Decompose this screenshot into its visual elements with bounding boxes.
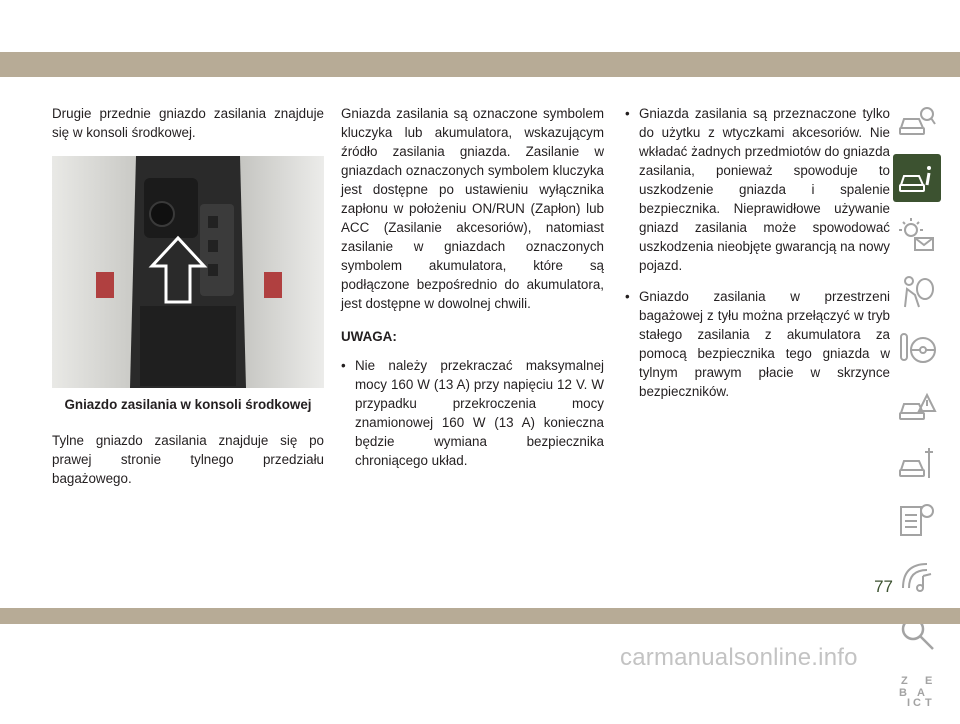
tab-car-search[interactable] xyxy=(893,97,941,145)
tab-emergency[interactable] xyxy=(893,382,941,430)
svg-text:E: E xyxy=(925,675,933,687)
specifications-gear-icon xyxy=(897,501,937,539)
footer-band xyxy=(0,608,960,624)
car-info-icon xyxy=(897,159,937,197)
chapter-tab-sidebar xyxy=(893,97,941,724)
column-left xyxy=(52,104,324,502)
bullet-item: • Gniazdo zasilania w przestrzeni bagażowej z tyłu można przełączyć w tryb stałego zasilania z akumulatora za pomocą bezpiecznika tego gniazda w tylnym prawym płacie w skrzynce bezpieczników. xyxy=(625,287,890,401)
tab-starting-operating[interactable] xyxy=(893,325,941,373)
figure-caption: Gniazdo zasilania w konsoli środkowej xyxy=(64,397,312,412)
note-bullet-item: • Nie należy przekraczać maksymalnej mocy 160 W (13 A) przy napięciu 12 V. W przypadku przekroczenia mocy znamionowej 160 W (13 A) konieczna będzie wymiana bezpiecznika chroniącego układ. xyxy=(341,356,604,470)
svg-text:C: C xyxy=(913,697,921,709)
car-search-icon xyxy=(897,102,937,140)
tab-index[interactable] xyxy=(893,667,941,715)
note-list xyxy=(341,356,604,470)
warning-light-message-icon xyxy=(897,216,937,254)
power-outlet-symbols-paragraph: Gniazda zasilania są oznaczone symbolem kluczyka lub akumulatora, wskazującym źródło zasilania gniazda. Zasilanie w gniazdach oznaczonych symbolem kluczyka jest dostępne po ustawieniu wyłącznika zapłonu w położeniu ON/RUN (Zapłon) lub ACC (Zasilanie akcesoriów), natomiast zasilanie w gniazdach oznaczonych symbolem akumulatora, które są podłączone bezpośrednio do akumulatora, jest dostępne w dowolnej chwili. xyxy=(341,106,604,311)
svg-text:T: T xyxy=(925,697,932,709)
svg-text:Z: Z xyxy=(901,675,908,687)
page-number: 77 xyxy=(874,577,893,596)
console-power-outlet-photo xyxy=(52,156,324,388)
tab-car-info[interactable] xyxy=(893,154,941,202)
bullet-list xyxy=(625,104,890,401)
bullet-item: • Gniazda zasilania są przeznaczone tylko do użytku z wtyczkami akcesoriów. Nie wkładać żadnych przedmiotów do gniazda zasilania, ponieważ spowoduje to uszkodzenie gniazda i spalenie bezpiecznika. Nieprawidłowe używanie gniazd zasilania może spowodować uszkodzenia nieobjęte gwarancją na nowy pojazd. xyxy=(625,104,890,275)
airbag-person-icon xyxy=(897,273,937,311)
svg-text:I: I xyxy=(907,697,911,709)
multimedia-music-icon xyxy=(897,558,937,596)
tab-servicing[interactable] xyxy=(893,439,941,487)
car-tools-icon xyxy=(897,444,937,482)
column-right xyxy=(625,104,890,413)
outro-paragraph: Tylne gniazdo zasilania znajduje się po prawej stronie tylnego przedziału bagażowego. xyxy=(52,433,324,486)
header-band xyxy=(0,52,960,77)
svg-text:B: B xyxy=(899,687,907,699)
svg-text:A: A xyxy=(917,687,925,699)
tab-specifications[interactable] xyxy=(893,496,941,544)
column-middle xyxy=(341,104,604,482)
tab-multimedia[interactable] xyxy=(893,553,941,601)
intro-paragraph: Drugie przednie gniazdo zasilania znajduje się w konsoli środkowej. xyxy=(52,106,324,140)
watermark-text: carmanualsonline.info xyxy=(620,644,858,671)
tab-warning-lights[interactable] xyxy=(893,211,941,259)
tab-safety[interactable] xyxy=(893,268,941,316)
car-hazard-icon xyxy=(897,387,937,425)
note-title: UWAGA: xyxy=(341,329,397,344)
steering-key-icon xyxy=(897,330,937,368)
